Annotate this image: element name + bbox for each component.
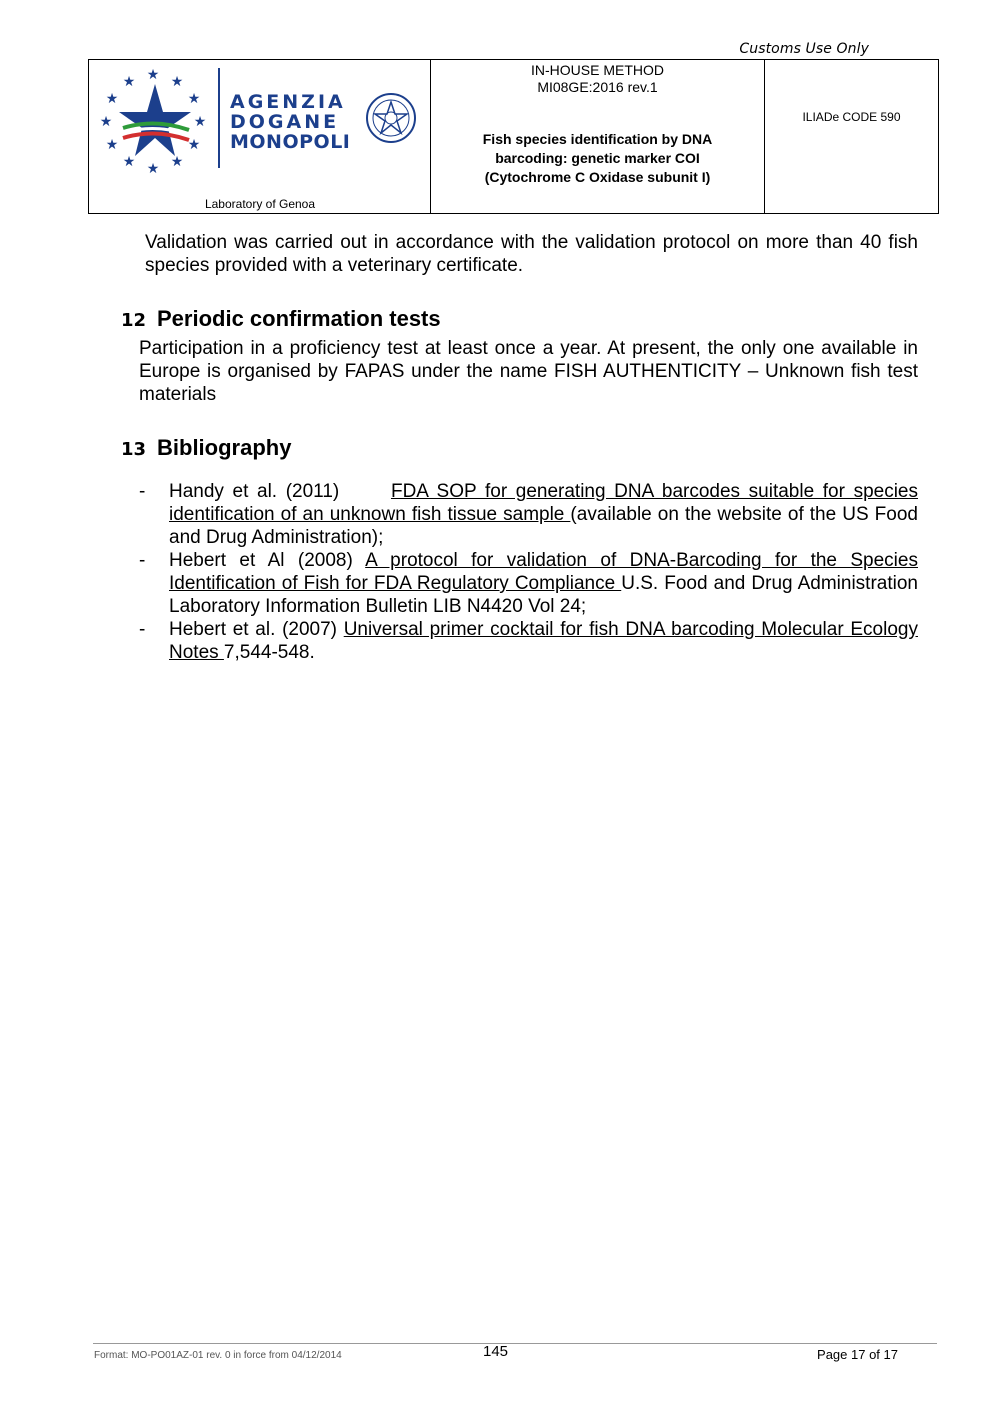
agency-line-2: DOGANE — [230, 111, 340, 133]
method-title-line-3: (Cytochrome C Oxidase subunit I) — [484, 169, 711, 185]
bibliography-item — [139, 549, 918, 618]
bibliography-item — [139, 618, 918, 664]
section-13-heading — [121, 435, 291, 461]
reference-authors: Handy et al. (2011) — [169, 481, 391, 502]
svg-text:★: ★ — [99, 114, 113, 130]
footer-divider — [93, 1343, 937, 1344]
svg-text:★: ★ — [105, 137, 119, 153]
footer-page-of: Page 17 of 17 — [817, 1347, 898, 1362]
method-title — [431, 130, 764, 187]
section-13-number: 13 — [121, 439, 147, 460]
reference-source: (available on the website of the US Food and Drug Administration); — [169, 504, 918, 548]
reference-authors: Hebert et Al (2008) — [169, 550, 366, 571]
italian-emblem-icon — [364, 90, 418, 146]
document-header — [88, 59, 939, 214]
customs-use-label: Customs Use Only — [739, 41, 869, 57]
section-12-heading — [121, 306, 441, 332]
agency-line-3: MONOPOLI — [230, 131, 351, 153]
logo-cell — [89, 60, 431, 213]
svg-text:★: ★ — [187, 137, 201, 153]
svg-text:★: ★ — [122, 74, 136, 90]
svg-text:★: ★ — [170, 74, 184, 90]
agency-name — [230, 92, 350, 152]
list-dash: - — [139, 619, 146, 640]
eu-stars-logo-icon — [97, 66, 209, 178]
bibliography-list — [139, 480, 918, 664]
method-title-line-1: Fish species identification by DNA — [482, 131, 713, 147]
reference-source: 7,544-548. — [223, 642, 315, 663]
reference-title-link[interactable]: FDA SOP for generating DNA barcodes suitable for species identification of an unknown fish tissue sample — [169, 481, 919, 525]
laboratory-name: Laboratory of Genoa — [204, 197, 316, 211]
section-12-paragraph: Participation in a proficiency test at least once a year. At present, the only one available in Europe is organised by FAPAS under the name FISH AUTHENTICITY – Unknown fish test materials — [139, 338, 918, 405]
list-dash: - — [139, 481, 146, 502]
reference-title-link-2[interactable]: Identification of Fish for FDA Regulatory Compliance — [169, 573, 622, 594]
svg-text:★: ★ — [122, 154, 136, 170]
svg-text:★: ★ — [105, 91, 119, 107]
svg-text:★: ★ — [193, 114, 207, 130]
reference-title-link[interactable]: Universal primer cocktail for fish DNA barcoding Molecular Ecology — [343, 619, 918, 640]
method-code: MI08GE:2016 rev.1 — [537, 79, 658, 95]
method-cell — [431, 60, 765, 213]
footer-format: Format: MO-PO01AZ-01 rev. 0 in force from 04/12/2014 — [94, 1350, 342, 1361]
reference-title-link[interactable]: A protocol for validation of DNA-Barcoding for the Species — [365, 550, 918, 571]
svg-text:★: ★ — [187, 91, 201, 107]
section-12-title: Periodic confirmation tests — [157, 306, 441, 331]
section-12-number: 12 — [121, 310, 147, 331]
bibliography-item — [139, 480, 918, 549]
svg-text:★: ★ — [170, 154, 184, 170]
method-type: IN-HOUSE METHOD — [531, 62, 664, 78]
reference-source: U.S. Food and Drug Administration Laboratory Information Bulletin LIB N4420 Vol 24; — [169, 573, 918, 617]
logo-divider — [218, 68, 220, 168]
list-dash: - — [139, 550, 146, 571]
svg-text:★: ★ — [146, 67, 160, 83]
svg-text:★: ★ — [146, 161, 160, 177]
iliade-code-cell: ILIADe CODE 590 — [802, 109, 901, 124]
section-13-title: Bibliography — [157, 435, 292, 460]
reference-authors: Hebert et al. (2007) — [169, 619, 344, 640]
footer-page-number: 145 — [483, 1343, 509, 1360]
reference-title-link-2[interactable]: Notes — [169, 642, 224, 663]
method-title-line-2: barcoding: genetic marker COI — [495, 150, 700, 166]
validation-paragraph: Validation was carried out in accordance with the validation protocol on more than 40 fish species provided with a veterinary certificate. — [145, 232, 918, 276]
agency-line-1: AGENZIA — [230, 91, 346, 113]
